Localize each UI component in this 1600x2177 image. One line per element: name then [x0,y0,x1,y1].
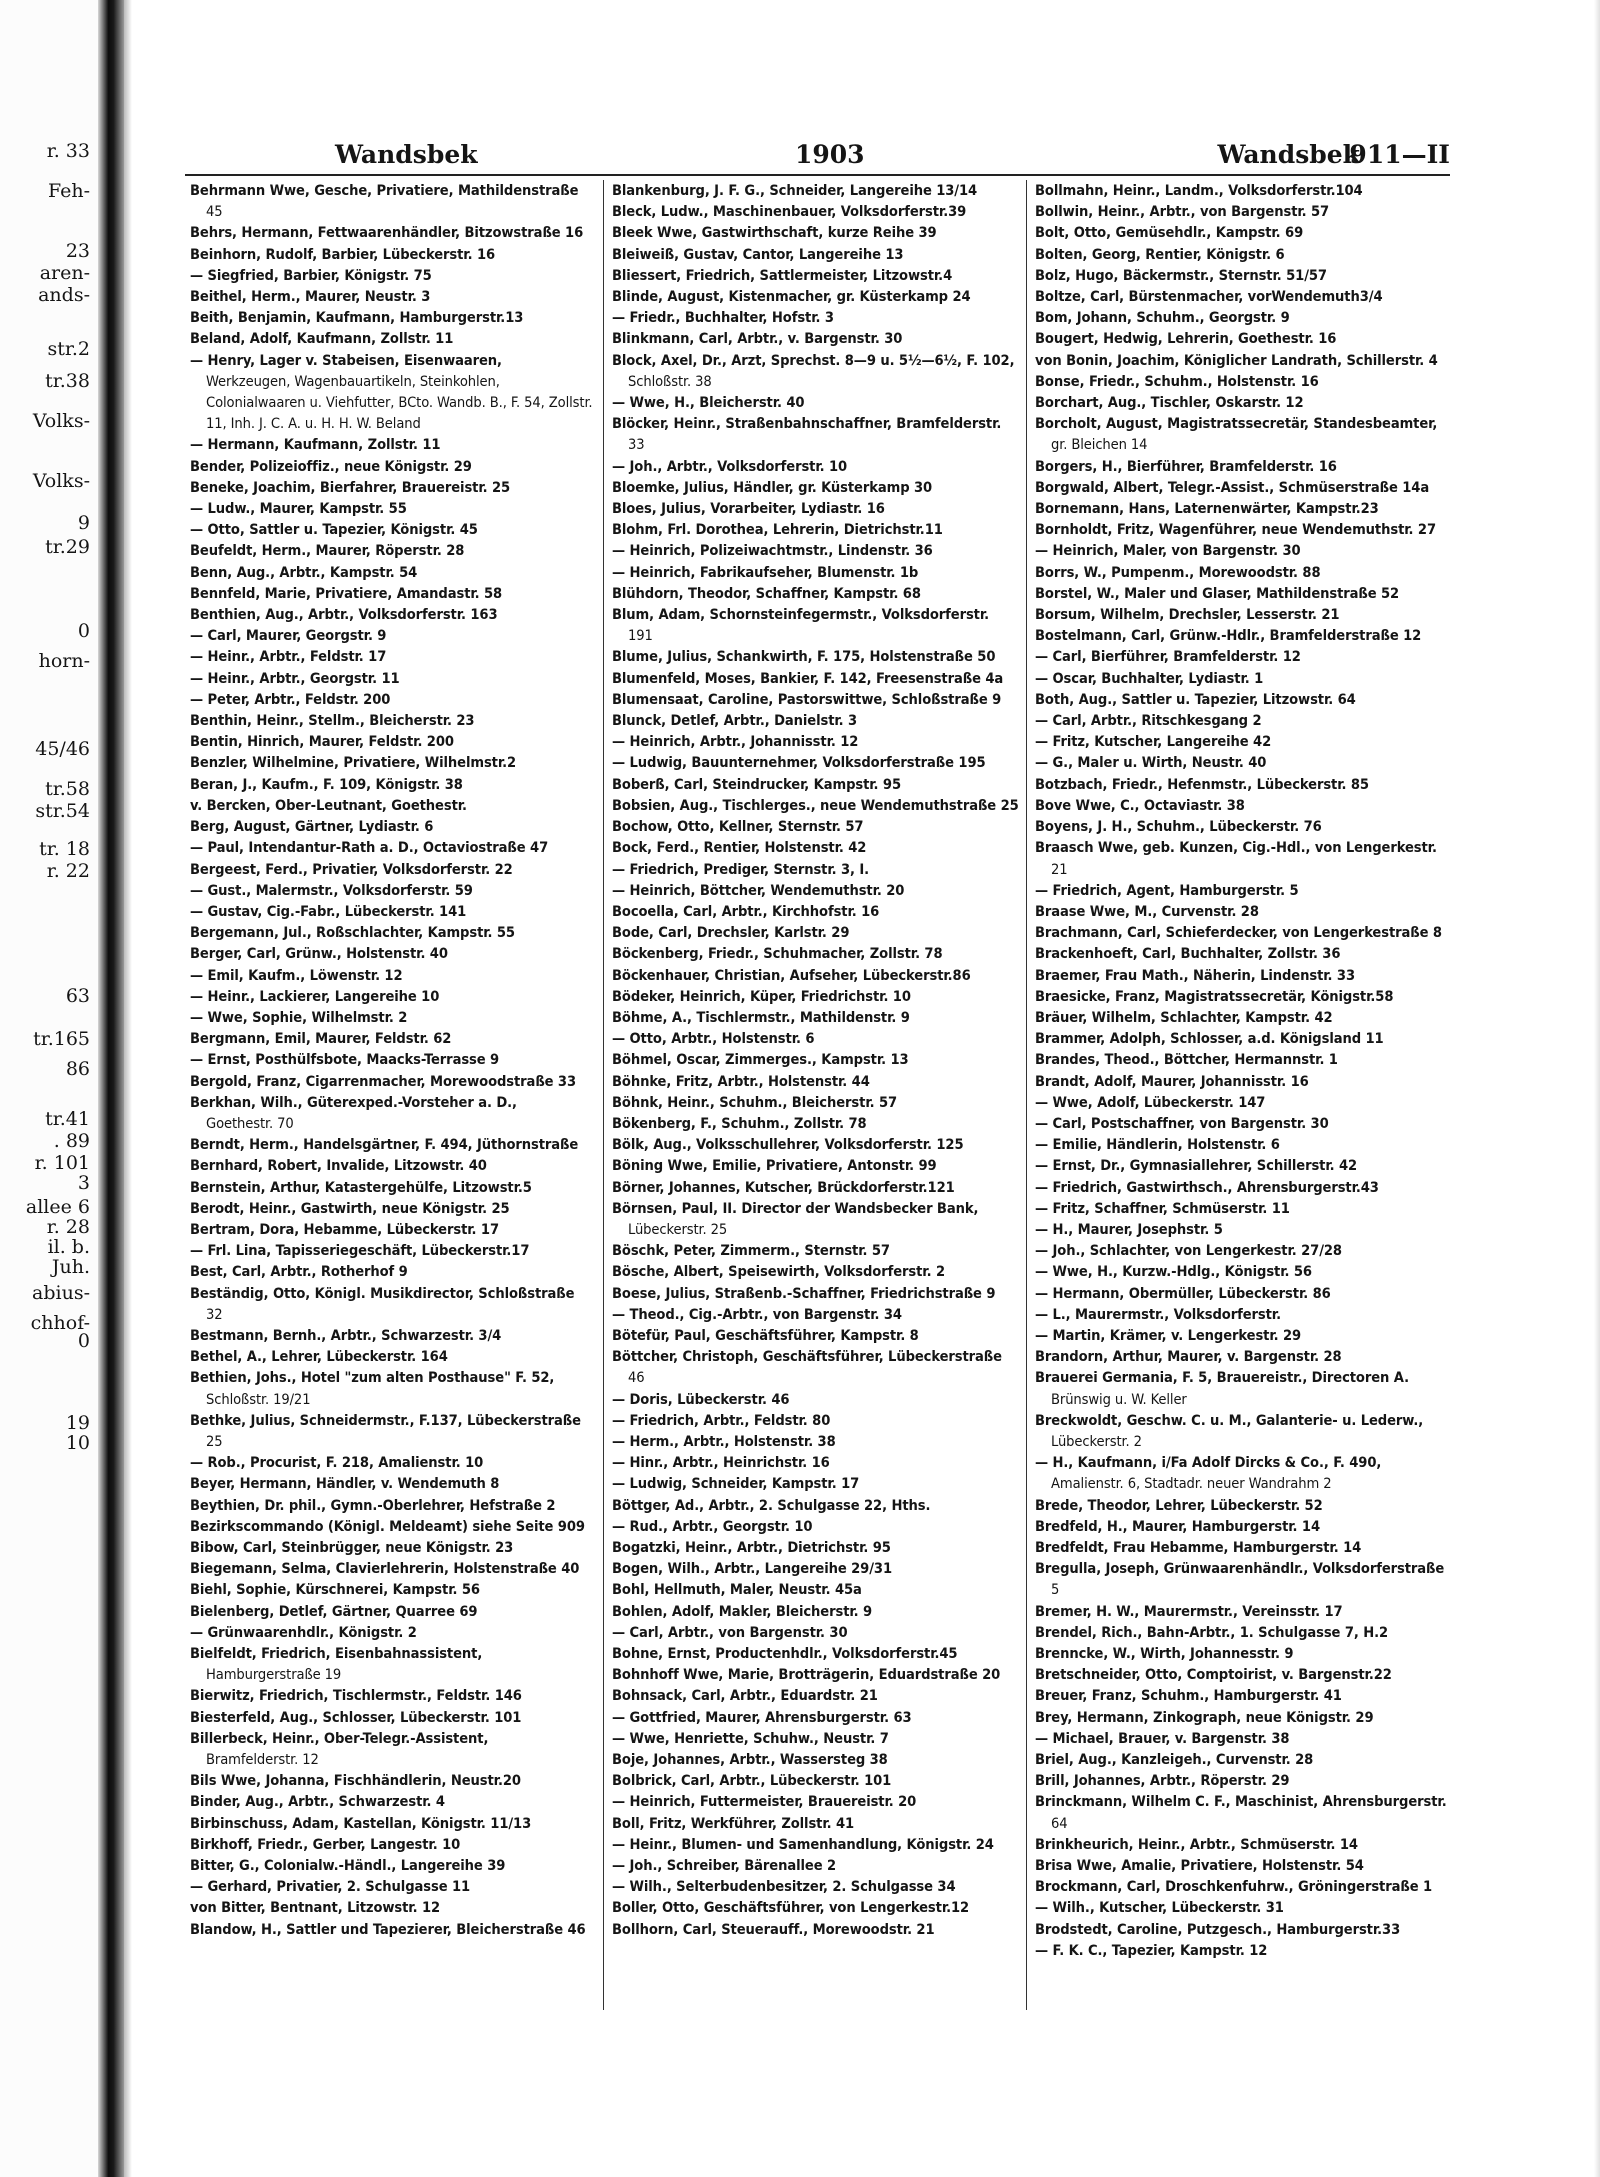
directory-entry: — Friedr., Buchhalter, Hofstr. 3 [612,309,834,327]
directory-entry: Bezirkscommando (Königl. Meldeamt) siehe Seite 909 [190,1517,585,1535]
directory-entry: Bibow, Carl, Steinbrügger, neue Königstr. 23 [190,1539,514,1556]
directory-entry: — Gottfried, Maurer, Ahrensburgerstr. 63 [612,1708,912,1726]
directory-entry: Breckwoldt, Geschw. C. u. M., Galanterie- u. Lederw., Lübeckerstr. 2 [1035,1411,1424,1450]
directory-entry: — Ernst, Posthülfsbote, Maacks-Terrasse 9 [190,1051,500,1069]
directory-entry: Blöcker, Heinr., Straßenbahnschaffner, Bramfelderstr. 33 [612,415,1002,454]
directory-entry: Bornemann, Hans, Laternenwärter, Kampstr.23 [1035,500,1379,518]
left-page-text-fragment: str.2 [47,338,90,360]
directory-entry: Bloemke, Julius, Händler, gr. Küsterkamp 30 [612,478,933,496]
left-page-text-fragment: il. b. [47,1236,90,1258]
directory-entry: Böning Wwe, Emilie, Privatiere, Antonstr. 99 [612,1157,937,1175]
directory-entry: Bocoella, Carl, Arbtr., Kirchhofstr. 16 [612,902,880,920]
directory-entry: Bielfeldt, Friedrich, Eisenbahnassistent, Hamburgerstraße 19 [190,1645,483,1684]
directory-entry: — Wilh., Selterbudenbesitzer, 2. Schulgasse 34 [612,1878,956,1896]
directory-entry: — Peter, Arbtr., Feldstr. 200 [190,690,391,708]
directory-entry: Böhme, A., Tischlermstr., Mathildenstr. 9 [612,1008,910,1026]
directory-entry: — Martin, Krämer, v. Lengerkestr. 29 [1035,1326,1302,1344]
directory-entry: Brey, Hermann, Zinkograph, neue Königstr. 29 [1035,1708,1374,1726]
left-page-text-fragment: 10 [65,1432,90,1454]
directory-entry: Bödeker, Heinrich, Küper, Friedrichstr. 10 [612,987,911,1005]
left-page-text-fragment: Volks- [32,410,90,432]
directory-entry: Braase Wwe, M., Curvenstr. 28 [1035,902,1259,920]
directory-entry: Berger, Carl, Grünw., Holstenstr. 40 [190,945,448,963]
directory-entry: Brandes, Theod., Böttcher, Hermannstr. 1 [1035,1051,1338,1069]
directory-entry: Bentin, Hinrich, Maurer, Feldstr. 200 [190,733,454,751]
directory-entry: Blohm, Frl. Dorothea, Lehrerin, Dietrichstr.11 [612,521,943,539]
directory-entry: — L., Maurermstr., Volksdorferstr. [1035,1305,1281,1323]
directory-entry: Bregulla, Joseph, Grünwaarenhändlr., Volksdorferstraße 5 [1035,1560,1445,1599]
directory-entry: — Doris, Lübeckerstr. 46 [612,1390,790,1408]
directory-entry: — Fritz, Schaffner, Schmüserstr. 11 [1035,1199,1290,1217]
directory-entry: Beran, J., Kaufm., F. 109, Königstr. 38 [190,775,463,793]
directory-entry: Böhnk, Heinr., Schuhm., Bleicherstr. 57 [612,1093,898,1111]
directory-entry: Botzbach, Friedr., Hefenmstr., Lübeckerstr. 85 [1035,775,1369,793]
directory-entry: Blankenburg, J. F. G., Schneider, Langereihe 13/14 [612,182,978,199]
directory-entry: — Friedrich, Prediger, Sternstr. 3, I. [612,860,870,878]
directory-entry: Brinkheurich, Heinr., Arbtr., Schmüserstr. 14 [1035,1835,1358,1853]
directory-entry: Bollwin, Heinr., Arbtr., von Bargenstr. 57 [1035,203,1330,221]
directory-entry: Benthien, Aug., Arbtr., Volksdorferstr. 163 [190,606,498,624]
directory-entry: Borchart, Aug., Tischler, Oskarstr. 12 [1035,394,1304,412]
directory-entry: Bökenberg, F., Schuhm., Zollstr. 78 [612,1114,867,1132]
left-page-text-fragment: r. 22 [46,860,90,882]
directory-entry: Breuer, Franz, Schuhm., Hamburgerstr. 41 [1035,1687,1342,1705]
directory-entry: — Wwe, H., Kurzw.-Hdlg., Königstr. 56 [1035,1263,1312,1281]
directory-entry: Berodt, Heinr., Gastwirth, neue Königstr. 25 [190,1199,510,1217]
page-number: 911—II [1349,140,1450,169]
directory-entry: Beyer, Hermann, Händler, v. Wendemuth 8 [190,1475,500,1493]
directory-entry: Brockmann, Carl, Droschkenfuhrw., Gröningerstraße 1 [1035,1878,1433,1896]
directory-entry: Borcholt, August, Magistratssecretär, Standesbeamter, gr. Bleichen 14 [1035,415,1438,454]
directory-entry: Boberß, Carl, Steindrucker, Kampstr. 95 [612,775,901,793]
left-page-text-fragment: allee 6 [25,1196,90,1218]
directory-entry: Bredfeld, H., Maurer, Hamburgerstr. 14 [1035,1517,1320,1535]
header-town-right: Wandsbek [1217,140,1360,169]
left-page-text-fragment: horn- [38,650,90,672]
directory-entry: — Fritz, Kutscher, Langereihe 42 [1035,733,1272,751]
directory-entry: — Theod., Cig.-Arbtr., von Bargenstr. 34 [612,1305,902,1323]
directory-entry: — Grünwaarenhdlr., Königstr. 2 [190,1623,417,1641]
directory-entry: Bleiweiß, Gustav, Cantor, Langereihe 13 [612,245,904,263]
left-page-text-fragment: ands- [38,284,90,306]
directory-entry: — Joh., Arbtr., Volksdorferstr. 10 [612,457,848,475]
directory-entry: Borsum, Wilhelm, Drechsler, Lesserstr. 21 [1035,606,1340,624]
directory-entry: Best, Carl, Arbtr., Rotherhof 9 [190,1263,408,1281]
directory-entry: Brinckmann, Wilhelm C. F., Maschinist, Ahrensburgerstr. 64 [1035,1793,1447,1832]
directory-entry: Bräuer, Wilhelm, Schlachter, Kampstr. 42 [1035,1008,1333,1026]
directory-entry: Bolbrick, Carl, Arbtr., Lübeckerstr. 101 [612,1772,892,1790]
directory-entry: Bergeest, Ferd., Privatier, Volksdorferstr. 22 [190,860,513,878]
directory-entry: Bender, Polizeioffiz., neue Königstr. 29 [190,457,472,475]
directory-entry: Brodstedt, Caroline, Putzgesch., Hamburgerstr.33 [1035,1920,1401,1938]
directory-entry: Bogatzki, Heinr., Arbtr., Dietrichstr. 95 [612,1539,891,1556]
directory-entry: Berkhan, Wilh., Güterexped.-Vorsteher a. D., Goethestr. 70 [190,1093,517,1132]
directory-entry: Börnsen, Paul, II. Director der Wandsbecker Bank, Lübeckerstr. 25 [612,1199,979,1238]
directory-entry: Bils Wwe, Johanna, Fischhändlerin, Neustr.20 [190,1772,521,1790]
directory-entry: Beufeldt, Herm., Maurer, Röperstr. 28 [190,542,465,560]
directory-entry: Blühdorn, Theodor, Schaffner, Kampstr. 68 [612,584,921,602]
directory-entry: Beith, Benjamin, Kaufmann, Hamburgerstr.13 [190,309,524,327]
left-page-fragment [0,0,98,2177]
directory-entry: Böckenberg, Friedr., Schuhmacher, Zollstr. 78 [612,945,943,963]
directory-entry: Bitter, G., Colonialw.-Händl., Langereihe 39 [190,1857,506,1875]
directory-entry: — Heinrich, Maler, von Bargenstr. 30 [1035,542,1301,560]
directory-entry: Böckenhauer, Christian, Aufseher, Lübeckerstr.86 [612,966,971,984]
directory-entry: — Heinr., Arbtr., Feldstr. 17 [190,648,387,666]
directory-entry: Böschk, Peter, Zimmerm., Sternstr. 57 [612,1242,890,1260]
directory-entry: Biesterfeld, Aug., Schlosser, Lübeckerstr. 101 [190,1708,522,1726]
left-page-text-fragment: tr.165 [33,1028,90,1050]
directory-entry: — Siegfried, Barbier, Königstr. 75 [190,266,432,284]
directory-entry: Bohne, Ernst, Productenhdlr., Volksdorferstr.45 [612,1645,958,1663]
directory-entry: Brill, Johannes, Arbtr., Röperstr. 29 [1035,1772,1290,1790]
directory-entry: — Ernst, Dr., Gymnasiallehrer, Schillerstr. 42 [1035,1157,1358,1175]
directory-entry: Blinkmann, Carl, Arbtr., v. Bargenstr. 30 [612,330,903,348]
directory-entry: Borgwald, Albert, Telegr.-Assist., Schmüserstraße 14a [1035,478,1430,496]
left-page-text-fragment: 0 [77,1330,90,1352]
directory-entry: — Wilh., Kutscher, Lübeckerstr. 31 [1035,1899,1284,1917]
left-page-text-fragment: 0 [77,620,90,642]
directory-entry: — Gust., Malermstr., Volksdorferstr. 59 [190,881,473,899]
directory-entry: — Oscar, Buchhalter, Lydiastr. 1 [1035,669,1264,687]
directory-entry: — Hermann, Obermüller, Lübeckerstr. 86 [1035,1284,1331,1302]
directory-entry: Bernstein, Arthur, Katastergehülfe, Litzowstr.5 [190,1178,532,1196]
directory-entry: Bethel, A., Lehrer, Lübeckerstr. 164 [190,1348,448,1366]
directory-entry: Braemer, Frau Math., Näherin, Lindenstr. 33 [1035,966,1355,984]
directory-entry: Bergemann, Jul., Roßschlachter, Kampstr. 55 [190,924,515,942]
directory-entry: — Carl, Maurer, Georgstr. 9 [190,627,387,645]
directory-entry: Bierwitz, Friedrich, Tischlermstr., Feldstr. 146 [190,1687,522,1705]
directory-entry: Bergold, Franz, Cigarrenmacher, Morewoodstraße 33 [190,1072,577,1090]
column-rule [603,180,604,2010]
directory-entry: Boese, Julius, Straßenb.-Schaffner, Friedrichstraße 9 [612,1284,996,1302]
directory-entry: — Heinr., Arbtr., Georgstr. 11 [190,669,400,687]
directory-entry: Bougert, Hedwig, Lehrerin, Goethestr. 16 [1035,330,1337,348]
directory-entry: Böhmel, Oscar, Zimmerges., Kampstr. 13 [612,1051,909,1069]
directory-entry: — Rob., Procurist, F. 218, Amalienstr. 10 [190,1454,484,1472]
left-page-text-fragment: 3 [77,1172,90,1194]
directory-entry: — H., Kaufmann, i/Fa Adolf Dircks & Co., F. 490, Amalienstr. 6, Stadtadr. neuer Wandrahm 2 [1035,1454,1382,1493]
directory-entry: — Joh., Schreiber, Bärenallee 2 [612,1857,837,1875]
directory-entry: — Henry, Lager v. Stabeisen, Eisenwaaren, Werkzeugen, Wagenbauartikeln, Steinkohlen, Colonialwaaren u. Viehfutter, BCto. Wandb. B., F. 54, Zollstr. 11, Inh. J. C. A. u. H. H. W. Beland [190,351,593,433]
directory-entry: Beständig, Otto, Königl. Musikdirector, Schloßstraße 32 [190,1284,575,1323]
directory-entry: Beland, Adolf, Kaufmann, Zollstr. 11 [190,330,454,348]
directory-entry: v. Bercken, Ober-Leutnant, Goethestr. [190,796,467,814]
directory-entry: Bethien, Johs., Hotel "zum alten Posthause" F. 52, Schloßstr. 19/21 [190,1369,555,1408]
directory-entry: Bom, Johann, Schuhm., Georgstr. 9 [1035,309,1290,327]
directory-entry: Braasch Wwe, geb. Kunzen, Cig.-Hdl., von Lengerkestr. 21 [1035,839,1437,878]
left-page-text-fragment: Feh- [47,180,90,202]
directory-entry: — Otto, Arbtr., Holstenstr. 6 [612,1030,815,1048]
directory-entry: Bohnsack, Carl, Arbtr., Eduardstr. 21 [612,1687,878,1705]
directory-entry: Bösche, Albert, Speisewirth, Volksdorferstr. 2 [612,1263,945,1281]
directory-entry: — Friedrich, Arbtr., Feldstr. 80 [612,1411,831,1429]
directory-entry: — Carl, Postschaffner, von Bargenstr. 30 [1035,1114,1329,1132]
header-year: 1903 [795,140,865,169]
directory-entry: Beithel, Herm., Maurer, Neustr. 3 [190,288,431,306]
directory-entry: Birkhoff, Friedr., Gerber, Langestr. 10 [190,1835,461,1853]
directory-entry: Bock, Ferd., Rentier, Holstenstr. 42 [612,839,867,857]
directory-entry: Böttcher, Christoph, Geschäftsführer, Lübeckerstraße 46 [612,1348,1002,1387]
directory-entry: Bolten, Georg, Rentier, Königstr. 6 [1035,245,1285,263]
directory-entry: — Wwe, Sophie, Wilhelmstr. 2 [190,1008,408,1026]
directory-entry: Bliessert, Friedrich, Sattlermeister, Litzowstr.4 [612,266,953,284]
directory-entry: Benthin, Heinr., Stellm., Bleicherstr. 23 [190,712,475,730]
directory-entry: — Gustav, Cig.-Fabr., Lübeckerstr. 141 [190,902,467,920]
directory-entry: Brandt, Adolf, Maurer, Johannisstr. 16 [1035,1072,1309,1090]
directory-entry: — Carl, Arbtr., von Bargenstr. 30 [612,1623,848,1641]
directory-entry: Blume, Julius, Schankwirth, F. 175, Holstenstraße 50 [612,648,996,666]
directory-entry: Block, Axel, Dr., Arzt, Sprechst. 8—9 u. 5½—6½, F. 102, Schloßstr. 38 [612,351,1015,390]
directory-entry: Blunck, Detlef, Arbtr., Danielstr. 3 [612,712,858,730]
left-page-text-fragment: aren- [39,262,90,284]
directory-entry: Bleck, Ludw., Maschinenbauer, Volksdorferstr.39 [612,203,967,221]
directory-entry: Benzler, Wilhelmine, Privatiere, Wilhelmstr.2 [190,754,517,772]
directory-entry: Bollhorn, Carl, Steuerauff., Morewoodstr. 21 [612,1920,935,1938]
directory-entry: Bode, Carl, Drechsler, Karlstr. 29 [612,924,850,942]
directory-entry: — Heinrich, Futtermeister, Brauereistr. 20 [612,1793,917,1811]
directory-entry: Borgers, H., Bierführer, Bramfelderstr. 16 [1035,457,1337,475]
directory-entry: Bove Wwe, C., Octaviastr. 38 [1035,796,1245,814]
directory-column-1 [190,180,595,2020]
directory-entry: — Carl, Bierführer, Bramfelderstr. 12 [1035,648,1301,666]
directory-entry: Borrs, W., Pumpenm., Morewoodstr. 88 [1035,563,1321,581]
left-page-text-fragment: 23 [65,240,90,262]
directory-entry: Böhnke, Fritz, Arbtr., Holstenstr. 44 [612,1072,870,1090]
directory-entry: Brenncke, W., Wirth, Johannesstr. 9 [1035,1645,1294,1663]
directory-entry: — Heinr., Blumen- und Samenhandlung, Königstr. 24 [612,1835,994,1853]
directory-entry: Behrs, Hermann, Fettwaarenhändler, Bitzowstraße 16 [190,224,584,242]
directory-entry: Bethke, Julius, Schneidermstr., F.137, Lübeckerstraße 25 [190,1411,581,1450]
directory-entry: Bochow, Otto, Kellner, Sternstr. 57 [612,818,864,836]
directory-entry: Bohl, Hellmuth, Maler, Neustr. 45a [612,1581,862,1599]
scan-edge [1594,0,1600,2177]
directory-entry: Bölk, Aug., Volksschullehrer, Volksdorferstr. 125 [612,1136,964,1154]
directory-entry: Bennfeld, Marie, Privatiere, Amandastr. 58 [190,584,503,602]
directory-entry: Beinhorn, Rudolf, Barbier, Lübeckerstr. 16 [190,245,496,263]
directory-entry: — Wwe, H., Bleicherstr. 40 [612,394,805,412]
directory-entry: Bogen, Wilh., Arbtr., Langereihe 29/31 [612,1560,892,1578]
directory-entry: Bolz, Hugo, Bäckermstr., Sternstr. 51/57 [1035,266,1327,284]
directory-entry: Bostelmann, Carl, Grünw.-Hdlr., Bramfelderstraße 12 [1035,627,1422,645]
directory-entry: Bernhard, Robert, Invalide, Litzowstr. 40 [190,1157,487,1175]
directory-entry: Benn, Aug., Arbtr., Kampstr. 54 [190,563,418,581]
directory-entry: Birbinschuss, Adam, Kastellan, Königstr. 11/13 [190,1814,532,1832]
directory-entry: — Hermann, Kaufmann, Zollstr. 11 [190,436,441,454]
book-gutter [98,0,124,2177]
left-page-text-fragment: str.54 [35,800,90,822]
directory-entry: — Heinrich, Böttcher, Wendemuthstr. 20 [612,881,905,899]
directory-entry: Billerbeck, Heinr., Ober-Telegr.-Assistent, Bramfelderstr. 12 [190,1729,489,1769]
directory-entry: Brendel, Rich., Bahn-Arbtr., 1. Schulgasse 7, H.2 [1035,1623,1389,1641]
directory-entry: — Carl, Arbtr., Ritschkesgang 2 [1035,712,1262,730]
directory-entry: Beythien, Dr. phil., Gymn.-Oberlehrer, Hefstraße 2 [190,1496,556,1514]
directory-entry: Berndt, Herm., Handelsgärtner, F. 494, Jüthornstraße [190,1136,579,1154]
directory-entry: — Emil, Kaufm., Löwenstr. 12 [190,966,403,984]
directory-entry: Blum, Adam, Schornsteinfegermstr., Volksdorferstr. 191 [612,606,990,645]
directory-entry: — Heinrich, Fabrikaufseher, Blumenstr. 1b [612,563,919,581]
directory-entry: — Gerhard, Privatier, 2. Schulgasse 11 [190,1878,471,1896]
directory-entry: Bollmahn, Heinr., Landm., Volksdorferstr.104 [1035,182,1363,199]
directory-entry: Brachmann, Carl, Schieferdecker, von Lengerkestraße 8 [1035,924,1442,942]
left-page-text-fragment: r. 33 [46,140,90,162]
directory-entry: — Joh., Schlachter, von Lengerkestr. 27/28 [1035,1242,1342,1260]
directory-entry: Borstel, W., Maler und Glaser, Mathildenstraße 52 [1035,584,1400,602]
directory-entry: Bestmann, Bernh., Arbtr., Schwarzestr. 3/4 [190,1326,502,1344]
directory-entry: Binder, Aug., Arbtr., Schwarzestr. 4 [190,1793,445,1811]
page-header [185,132,1450,176]
left-page-text-fragment: 45/46 [35,738,90,760]
directory-entry: Briel, Aug., Kanzleigeh., Curvenstr. 28 [1035,1751,1314,1769]
directory-entry: von Bitter, Bentnant, Litzowstr. 12 [190,1899,441,1917]
directory-entry: — Heinrich, Arbtr., Johannisstr. 12 [612,733,859,751]
directory-entry: — Friedrich, Agent, Hamburgerstr. 5 [1035,881,1299,899]
directory-entry: — Ludw., Maurer, Kampstr. 55 [190,500,407,518]
left-page-text-fragment: r. 101 [34,1152,90,1174]
directory-entry: Boltze, Carl, Bürstenmacher, vorWendemuth3/4 [1035,288,1383,306]
left-page-text-fragment: abius- [32,1282,90,1304]
directory-entry: Brauerei Germania, F. 5, Brauereistr., Directoren A. Brünswig u. W. Keller [1035,1369,1409,1408]
directory-entry: Bremer, H. W., Maurermstr., Vereinsstr. 17 [1035,1602,1343,1620]
directory-entry: Both, Aug., Sattler u. Tapezier, Litzowstr. 64 [1035,690,1356,708]
directory-entry: Brisa Wwe, Amalie, Privatiere, Holstenstr. 54 [1035,1857,1364,1875]
directory-entry: — Paul, Intendantur-Rath a. D., Octaviostraße 47 [190,839,549,857]
directory-entry: Bolt, Otto, Gemüsehdlr., Kampstr. 69 [1035,224,1304,242]
directory-entry: Brede, Theodor, Lehrer, Lübeckerstr. 52 [1035,1496,1323,1514]
directory-entry: Boje, Johannes, Arbtr., Wassersteg 38 [612,1751,888,1769]
directory-entry: Behrmann Wwe, Gesche, Privatiere, Mathildenstraße 45 [190,182,579,221]
directory-entry: — Heinrich, Polizeiwachtmstr., Lindenstr. 36 [612,542,933,560]
directory-entry: Böttger, Ad., Arbtr., 2. Schulgasse 22, Hths. [612,1496,931,1514]
directory-entry: Blinde, August, Kistenmacher, gr. Küsterkamp 24 [612,288,971,306]
directory-entry: — Otto, Sattler u. Tapezier, Königstr. 45 [190,521,478,539]
directory-entry: Bloes, Julius, Vorarbeiter, Lydiastr. 16 [612,500,885,518]
directory-entry: — Ludwig, Bauunternehmer, Volksdorferstraße 195 [612,754,986,772]
left-page-text-fragment: r. 28 [46,1216,90,1238]
directory-entry: Bretschneider, Otto, Comptoirist, v. Bargenstr.22 [1035,1666,1392,1684]
directory-entry: Boll, Fritz, Werkführer, Zollstr. 41 [612,1814,855,1832]
directory-entry: Brandorn, Arthur, Maurer, v. Bargenstr. 28 [1035,1348,1342,1366]
directory-entry: Bleek Wwe, Gastwirthschaft, kurze Reihe 39 [612,224,937,242]
directory-entry: Bobsien, Aug., Tischlerges., neue Wendemuthstraße 25 [612,796,1019,814]
directory-entry: — Emilie, Händlerin, Holstenstr. 6 [1035,1136,1280,1154]
directory-entry: — Hinr., Arbtr., Heinrichstr. 16 [612,1454,830,1472]
directory-entry: Biegemann, Selma, Clavierlehrerin, Holstenstraße 40 [190,1560,580,1578]
directory-entry: Biehl, Sophie, Kürschnerei, Kampstr. 56 [190,1581,480,1599]
directory-column-2 [612,180,1020,2020]
directory-entry: Brammer, Adolph, Schlosser, a.d. Königsland 11 [1035,1030,1384,1048]
left-page-text-fragment: chhof- [30,1312,90,1334]
directory-entry: Bohnhoff Wwe, Marie, Brotträgerin, Eduardstraße 20 [612,1666,1001,1684]
left-page-text-fragment: 9 [77,512,90,534]
directory-entry: — H., Maurer, Josephstr. 5 [1035,1220,1223,1238]
directory-entry: von Bonin, Joachim, Königlicher Landrath, Schillerstr. 4 [1035,351,1438,369]
left-page-text-fragment: tr.29 [45,536,90,558]
directory-entry: — Ludwig, Schneider, Kampstr. 17 [612,1475,860,1493]
directory-entry: — Wwe, Henriette, Schuhw., Neustr. 7 [612,1729,889,1747]
left-page-text-fragment: tr.58 [45,778,90,800]
directory-entry: Bornholdt, Fritz, Wagenführer, neue Wendemuthstr. 27 [1035,521,1436,539]
directory-entry: Bötefür, Paul, Geschäftsführer, Kampstr. 8 [612,1326,919,1344]
directory-entry: Braesicke, Franz, Magistratssecretär, Königstr.58 [1035,987,1394,1005]
left-page-text-fragment: Volks- [32,470,90,492]
left-page-text-fragment: 86 [65,1058,90,1080]
directory-entry: Blumensaat, Caroline, Pastorswittwe, Schloßstraße 9 [612,690,1002,708]
directory-entry: Brackenhoeft, Carl, Buchhalter, Zollstr. 36 [1035,945,1341,963]
directory-entry: Börner, Johannes, Kutscher, Brückdorferstr.121 [612,1178,955,1196]
directory-entry: Berg, August, Gärtner, Lydiastr. 6 [190,818,434,836]
directory-entry: — Michael, Brauer, v. Bargenstr. 38 [1035,1729,1290,1747]
directory-entry: Blandow, H., Sattler und Tapezierer, Bleicherstraße 46 [190,1920,586,1938]
left-page-text-fragment: 63 [65,985,90,1007]
left-page-text-fragment: tr.38 [45,370,90,392]
directory-entry: Bohlen, Adolf, Makler, Bleicherstr. 9 [612,1602,873,1620]
directory-column-3 [1035,180,1450,2020]
directory-entry: — Wwe, Adolf, Lübeckerstr. 147 [1035,1093,1266,1111]
left-page-text-fragment: Juh. [51,1256,90,1278]
book-gutter-shadow [124,0,132,2177]
directory-entry: Bergmann, Emil, Maurer, Feldstr. 62 [190,1030,452,1048]
directory-entry: — F. K. C., Tapezier, Kampstr. 12 [1035,1941,1268,1959]
directory-entry: — Herm., Arbtr., Holstenstr. 38 [612,1432,836,1450]
left-page-text-fragment: 19 [65,1412,90,1434]
directory-entry: Bonse, Friedr., Schuhm., Holstenstr. 16 [1035,372,1319,390]
directory-entry: — Friedrich, Gastwirthsch., Ahrensburgerstr.43 [1035,1178,1379,1196]
directory-entry: Bielenberg, Detlef, Gärtner, Quarree 69 [190,1602,478,1620]
left-page-text-fragment: tr. 18 [39,838,90,860]
directory-entry: — G., Maler u. Wirth, Neustr. 40 [1035,754,1267,772]
directory-entry: Beneke, Joachim, Bierfahrer, Brauereistr. 25 [190,478,511,496]
directory-entry: Bredfeldt, Frau Hebamme, Hamburgerstr. 14 [1035,1539,1362,1556]
directory-entry: — Heinr., Lackierer, Langereihe 10 [190,987,440,1005]
directory-entry: Boller, Otto, Geschäftsführer, von Lengerkestr.12 [612,1899,970,1917]
directory-entry: Boyens, J. H., Schuhm., Lübeckerstr. 76 [1035,818,1322,836]
directory-entry: — Frl. Lina, Tapisseriegeschäft, Lübeckerstr.17 [190,1242,530,1260]
header-town-left: Wandsbek [335,140,478,169]
left-page-text-fragment: . 89 [53,1130,90,1152]
directory-entry: Blumenfeld, Moses, Bankier, F. 142, Freesenstraße 4a [612,669,1004,687]
column-rule [1026,180,1027,2010]
left-page-text-fragment: tr.41 [45,1108,90,1130]
directory-entry: Bertram, Dora, Hebamme, Lübeckerstr. 17 [190,1220,499,1238]
directory-entry: — Rud., Arbtr., Georgstr. 10 [612,1517,813,1535]
